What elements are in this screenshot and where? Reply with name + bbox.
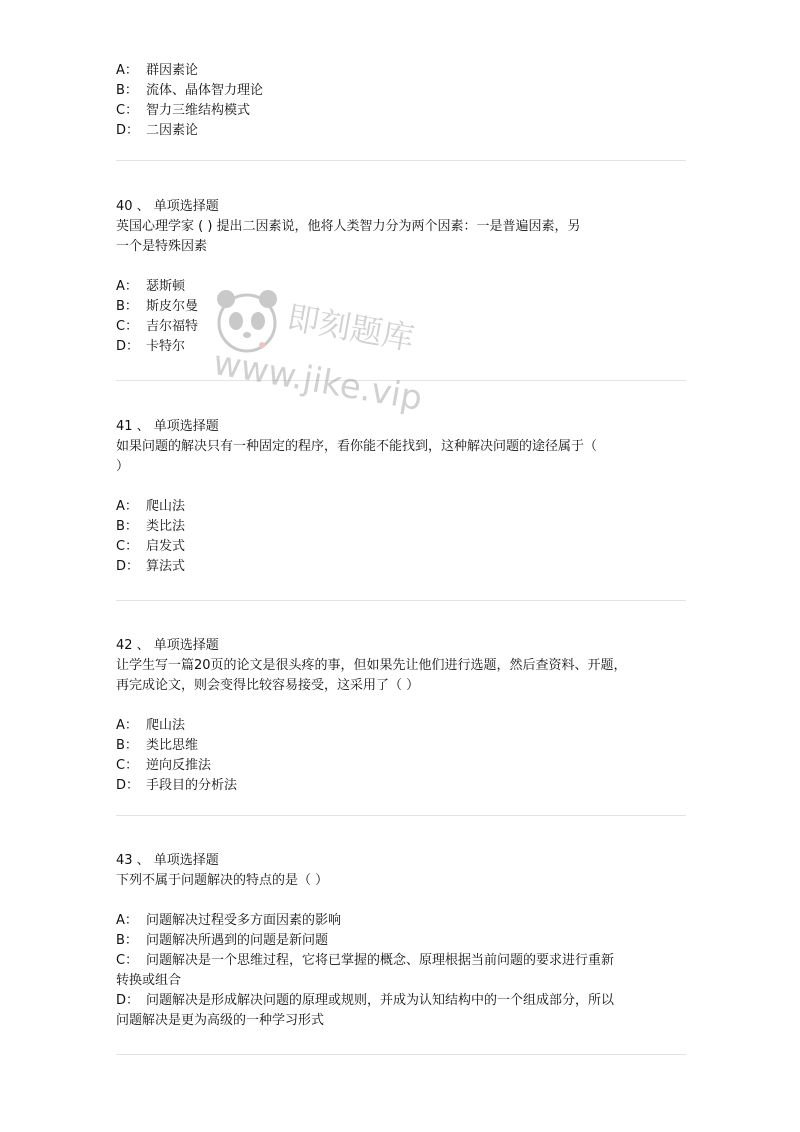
option-c-continued bbox=[116, 971, 686, 991]
option-c bbox=[116, 537, 686, 557]
option-letter: A： bbox=[116, 279, 138, 294]
option-text: 转换或组合 bbox=[116, 973, 182, 988]
option-b bbox=[116, 736, 686, 756]
option-a bbox=[116, 911, 686, 931]
divider bbox=[116, 160, 686, 161]
option-b bbox=[116, 931, 686, 951]
divider bbox=[116, 815, 686, 816]
question-header: 42 、 单项选择题 bbox=[116, 638, 219, 653]
option-letter: D： bbox=[116, 123, 140, 138]
question-stem-line: 让学生写一篇20页的论文是很头疼的事，但如果先让他们进行选题，然后查资料、开题， bbox=[116, 658, 627, 673]
option-text: 瑟斯顿 bbox=[146, 279, 186, 294]
option-text: 算法式 bbox=[146, 559, 186, 574]
option-text: 类比法 bbox=[146, 519, 186, 534]
option-a bbox=[116, 277, 686, 297]
question-41 bbox=[116, 417, 686, 577]
question-header: 43 、 单项选择题 bbox=[116, 853, 219, 868]
option-d-continued bbox=[116, 1011, 686, 1031]
option-letter: C： bbox=[116, 539, 139, 554]
option-letter: A： bbox=[116, 63, 138, 78]
option-c bbox=[116, 951, 686, 971]
option-text: 群因素论 bbox=[146, 63, 199, 78]
option-text: 流体、晶体智力理论 bbox=[146, 83, 264, 98]
option-letter: B： bbox=[116, 738, 138, 753]
divider bbox=[116, 600, 686, 601]
option-letter: A： bbox=[116, 718, 138, 733]
option-letter: C： bbox=[116, 319, 139, 334]
option-letter: B： bbox=[116, 83, 138, 98]
question-stem-line: 如果问题的解决只有一种固定的程序，看你能不能找到，这种解决问题的途径属于（ bbox=[116, 439, 598, 454]
option-text: 问题解决是一个思维过程，它将已掌握的概念、原理根据当前问题的要求进行重新 bbox=[146, 953, 615, 968]
watermark-brand: 即刻题库 bbox=[284, 298, 417, 358]
option-text: 逆向反推法 bbox=[146, 758, 212, 773]
option-text: 问题解决是更为高级的一种学习形式 bbox=[116, 1013, 325, 1028]
divider bbox=[116, 380, 686, 381]
option-a bbox=[116, 497, 686, 517]
option-text: 问题解决过程受多方面因素的影响 bbox=[146, 913, 342, 928]
option-c bbox=[116, 756, 686, 776]
option-letter: B： bbox=[116, 519, 138, 534]
option-text: 问题解决是形成解决问题的原理或规则，并成为认知结构中的一个组成部分，所以 bbox=[146, 993, 615, 1008]
option-d bbox=[116, 991, 686, 1011]
question-stem-line: 一个是特殊因素 bbox=[116, 239, 208, 254]
option-letter: D： bbox=[116, 339, 140, 354]
option-text: 智力三维结构模式 bbox=[146, 103, 251, 118]
option-b bbox=[116, 297, 686, 317]
option-letter: C： bbox=[116, 953, 139, 968]
option-letter: D： bbox=[116, 993, 140, 1008]
question-header: 41 、 单项选择题 bbox=[116, 419, 219, 434]
option-text: 卡特尔 bbox=[146, 339, 186, 354]
option-text: 斯皮尔曼 bbox=[146, 299, 199, 314]
option-c bbox=[116, 317, 686, 337]
option-d bbox=[116, 121, 686, 141]
option-letter: C： bbox=[116, 758, 139, 773]
watermark-url: www.jike.vip bbox=[210, 342, 426, 420]
option-text: 类比思维 bbox=[146, 738, 199, 753]
option-letter: D： bbox=[116, 559, 140, 574]
option-text: 爬山法 bbox=[146, 499, 186, 514]
divider bbox=[116, 1054, 686, 1055]
option-letter: A： bbox=[116, 499, 138, 514]
option-d bbox=[116, 337, 686, 357]
question-stem-line: 下列不属于问题解决的特点的是（ ） bbox=[116, 873, 329, 888]
option-b bbox=[116, 517, 686, 537]
question-stem-line: ） bbox=[116, 459, 130, 474]
question-42 bbox=[116, 636, 686, 796]
option-letter: B： bbox=[116, 299, 138, 314]
option-letter: B： bbox=[116, 933, 138, 948]
option-text: 爬山法 bbox=[146, 718, 186, 733]
option-text: 吉尔福特 bbox=[146, 319, 199, 334]
question-40 bbox=[116, 197, 686, 357]
option-letter: C： bbox=[116, 103, 139, 118]
question-43 bbox=[116, 851, 686, 1031]
option-text: 启发式 bbox=[146, 539, 186, 554]
option-a bbox=[116, 61, 686, 81]
question-header: 40 、 单项选择题 bbox=[116, 199, 219, 214]
option-d bbox=[116, 776, 686, 796]
question-stem-line: 再完成论文，则会变得比较容易接受，这采用了（ ） bbox=[116, 678, 420, 693]
option-b bbox=[116, 81, 686, 101]
option-text: 手段目的分析法 bbox=[146, 778, 238, 793]
question-stem-line: 英国心理学家 ( ) 提出二因素说，他将人类智力分为两个因素：一是普遍因素，另 bbox=[116, 219, 581, 234]
question-39-options bbox=[116, 61, 686, 141]
option-a bbox=[116, 716, 686, 736]
option-letter: D： bbox=[116, 778, 140, 793]
option-c bbox=[116, 101, 686, 121]
option-text: 二因素论 bbox=[146, 123, 199, 138]
option-d bbox=[116, 557, 686, 577]
option-text: 问题解决所遇到的问题是新问题 bbox=[146, 933, 329, 948]
option-letter: A： bbox=[116, 913, 138, 928]
